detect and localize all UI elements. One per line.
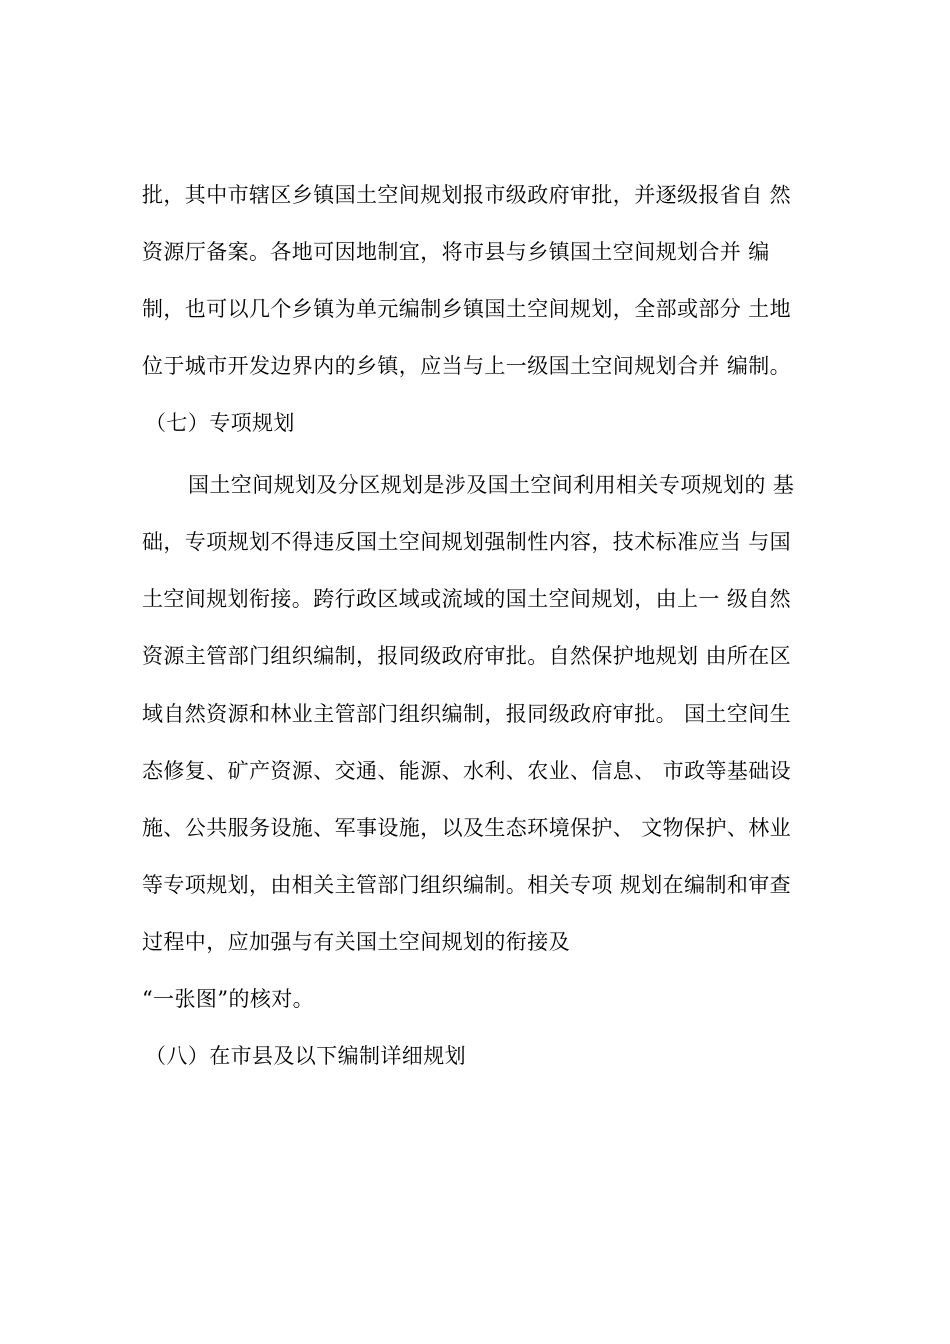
paragraph-line: 资源厅备案。各地可因地制宜，将市县与乡镇国土空间规划合并 编: [142, 240, 770, 264]
paragraph-line: 批，其中市辖区乡镇国土空间规划报市级政府审批，并逐级报省自 然: [142, 183, 792, 207]
paragraph-line: 制，也可以几个乡镇为单元编制乡镇国土空间规划，全部或部分 土地: [142, 297, 792, 321]
paragraph-line: “一张图”的核对。: [142, 987, 315, 1011]
paragraph-line: 域自然资源和林业主管部门组织编制，报同级政府审批。 国土空间生: [142, 702, 792, 726]
paragraph-line: 础，专项规划不得违反国土空间规划强制性内容，技术标准应当 与国: [142, 530, 792, 554]
paragraph-line: 过程中，应加强与有关国土空间规划的衔接及: [142, 930, 570, 954]
paragraph-line: 施、公共服务设施、军事设施，以及生态环境保护、 文物保护、林业: [142, 816, 792, 840]
section-heading-8: （八）在市县及以下编制详细规划: [145, 1044, 466, 1068]
paragraph-line: 土空间规划衔接。跨行政区域或流域的国土空间规划，由上一 级自然: [142, 587, 792, 611]
paragraph-line: 国土空间规划及分区规划是涉及国土空间利用相关专项规划的 基: [188, 473, 795, 497]
paragraph-line: 态修复、矿产资源、交通、能源、水利、农业、信息、 市政等基础设: [142, 759, 792, 783]
section-heading-7: （七）专项规划: [145, 411, 295, 435]
paragraph-line: 资源主管部门组织编制，报同级政府审批。自然保护地规划 由所在区: [142, 644, 792, 668]
paragraph-line: 位于城市开发边界内的乡镇，应当与上一级国土空间规划合并 编制。: [142, 354, 792, 378]
paragraph-line: 等专项规划，由相关主管部门组织编制。相关专项 规划在编制和审查: [142, 873, 792, 897]
